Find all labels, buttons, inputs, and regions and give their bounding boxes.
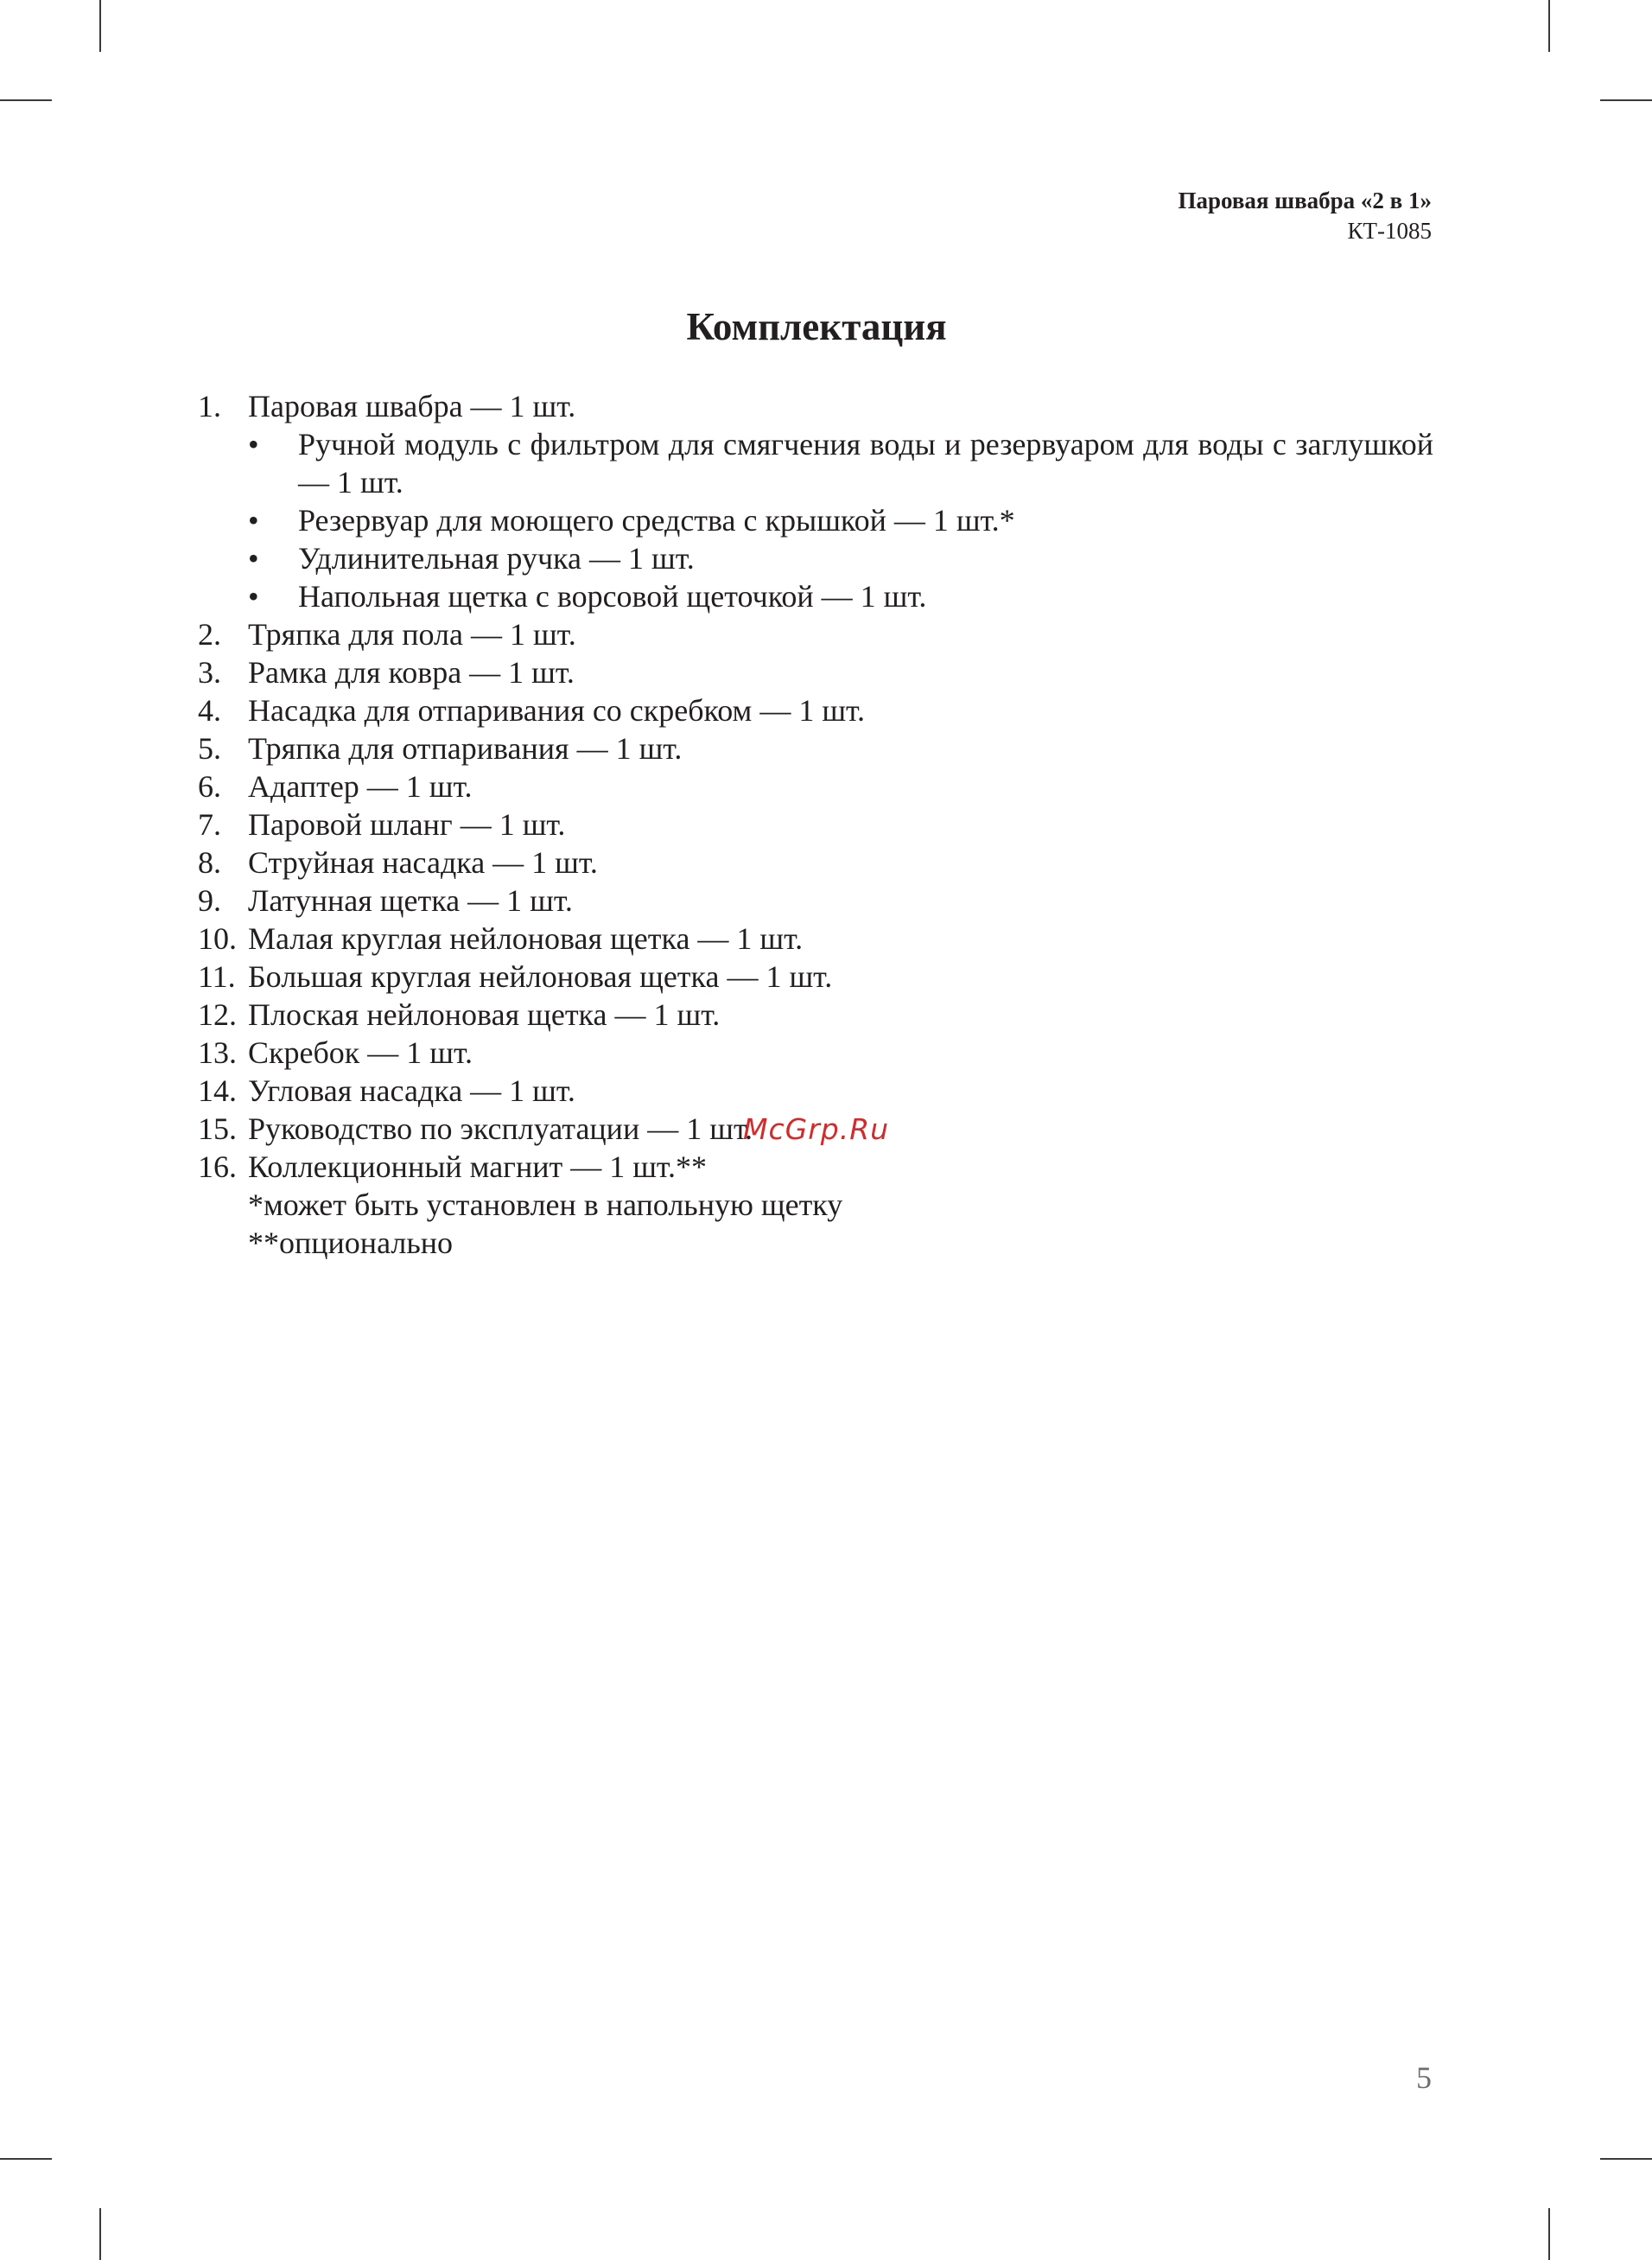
- crop-mark: [1600, 99, 1652, 101]
- item-text: Паровая швабра — 1 шт.: [248, 389, 576, 423]
- list-item: [198, 691, 1433, 729]
- sub-item-text: Резервуар для моющего средства с крышкой — 1 шт.*: [298, 503, 1015, 538]
- item-text: Струйная насадка — 1 шт.: [248, 845, 598, 880]
- bullet-icon: •: [248, 579, 259, 614]
- sub-item-text: Напольная щетка с ворсовой щеточкой — 1 шт.: [298, 579, 927, 614]
- sub-item-text: Удлинительная ручка — 1 шт.: [298, 541, 695, 576]
- item-number: 3.: [198, 655, 221, 690]
- item-text: Тряпка для отпаривания — 1 шт.: [248, 731, 683, 766]
- list-item: [198, 729, 1433, 767]
- running-header: [1178, 186, 1432, 246]
- list-item: [198, 882, 1433, 920]
- sub-list-item: [198, 577, 1433, 615]
- list-item: [198, 387, 1433, 425]
- bullet-icon: •: [248, 541, 259, 576]
- section-title: Комплектация: [686, 305, 947, 348]
- item-text: Руководство по эксплуатации — 1 шт.: [248, 1111, 753, 1146]
- item-number: 5.: [198, 731, 221, 766]
- crop-mark: [1600, 2158, 1652, 2160]
- list-item: [198, 767, 1433, 805]
- crop-mark: [99, 2208, 101, 2260]
- item-number: 10.: [198, 921, 237, 956]
- sub-list-item: [198, 501, 1433, 539]
- item-number: 15.: [198, 1111, 237, 1146]
- list-item: [198, 996, 1433, 1034]
- list-item: [198, 920, 1433, 958]
- page-number: 5: [1416, 2060, 1432, 2095]
- list-item: [198, 1148, 1433, 1186]
- item-number: 16.: [198, 1149, 237, 1184]
- model-number: КТ-1085: [1347, 218, 1432, 244]
- footnote: *может быть установлен в напольную щетку: [248, 1187, 843, 1222]
- item-number: 4.: [198, 693, 221, 728]
- watermark: McGrp.Ru: [743, 1112, 890, 1146]
- list-item: [198, 615, 1433, 653]
- crop-mark: [1548, 0, 1550, 52]
- item-text: Насадка для отпаривания со скребком — 1 шт.: [248, 693, 866, 728]
- crop-mark: [1548, 2208, 1550, 2260]
- item-text: Плоская нейлоновая щетка — 1 шт.: [248, 997, 721, 1032]
- sub-list-item: [198, 425, 1433, 501]
- list-item: [198, 653, 1433, 691]
- item-number: 9.: [198, 883, 221, 918]
- bullet-icon: •: [248, 503, 259, 538]
- item-text: Большая круглая нейлоновая щетка — 1 шт.: [248, 959, 833, 994]
- item-text: Паровой шланг — 1 шт.: [248, 807, 566, 842]
- item-text: Угловая насадка — 1 шт.: [248, 1073, 575, 1108]
- item-number: 11.: [198, 959, 236, 994]
- item-number: 12.: [198, 997, 237, 1032]
- item-number: 6.: [198, 769, 221, 804]
- footnote: **опционально: [248, 1225, 454, 1260]
- item-text: Скребок — 1 шт.: [248, 1035, 473, 1070]
- crop-mark: [0, 2158, 52, 2160]
- item-number: 8.: [198, 845, 221, 880]
- item-number: 14.: [198, 1073, 237, 1108]
- item-number: 2.: [198, 617, 221, 652]
- item-text: Тряпка для пола — 1 шт.: [248, 617, 576, 652]
- sub-item-text: Ручной модуль с фильтром для смягчения воды и резервуаром для воды с заглушкой — 1 шт.: [298, 427, 1433, 500]
- item-number: 1.: [198, 389, 221, 423]
- item-text: Латунная щетка — 1 шт.: [248, 883, 573, 918]
- crop-mark: [0, 99, 52, 101]
- list-item: [198, 1072, 1433, 1110]
- list-item: [198, 1034, 1433, 1072]
- item-text: Рамка для ковра — 1 шт.: [248, 655, 575, 690]
- item-text: Коллекционный магнит — 1 шт.**: [248, 1149, 707, 1184]
- item-number: 7.: [198, 807, 221, 842]
- list-item: [198, 958, 1433, 996]
- bullet-icon: •: [248, 427, 259, 462]
- crop-mark: [99, 0, 101, 52]
- list-item: [198, 844, 1433, 882]
- product-title: Паровая швабра «2 в 1»: [1178, 188, 1432, 213]
- item-text: Адаптер — 1 шт.: [248, 769, 473, 804]
- item-number: 13.: [198, 1035, 237, 1070]
- item-text: Малая круглая нейлоновая щетка — 1 шт.: [248, 921, 804, 956]
- sub-list-item: [198, 539, 1433, 577]
- list-item: [198, 805, 1433, 844]
